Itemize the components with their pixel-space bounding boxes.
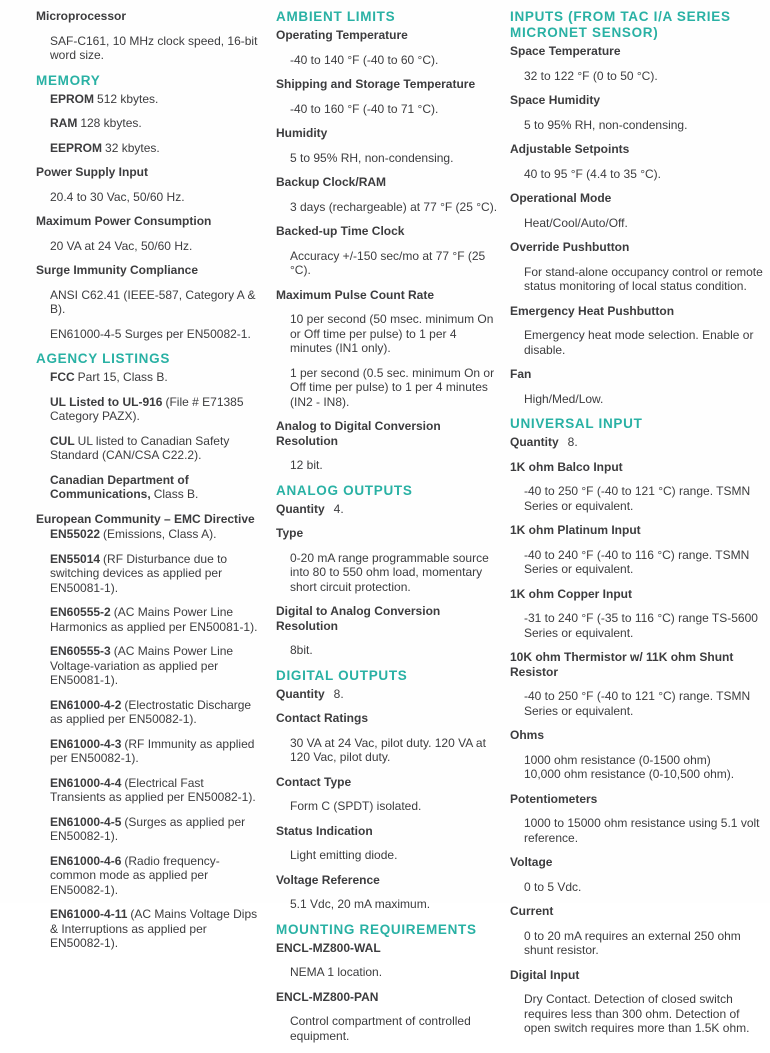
spec-entry (276, 711, 500, 765)
spec-term (510, 855, 766, 870)
spec-entry (510, 240, 766, 294)
spec-term-text: Maximum Pulse Count Rate (276, 287, 435, 302)
spec-term-text: Analog to Digital Conversion Resolution (276, 419, 441, 448)
spec-term (276, 941, 500, 956)
spec-term (510, 792, 766, 807)
spec-subentry-text: EN55014 (RF Disturbance due to switching devices as applied per EN50081-1). (50, 551, 228, 595)
spec-term (510, 367, 766, 382)
spec-term (276, 775, 500, 790)
spec-term (510, 435, 766, 450)
spec-subentry (36, 370, 262, 385)
spec-term (510, 587, 766, 602)
spec-term-value: 4. (333, 501, 344, 516)
spec-subentry-text: Canadian Department of Communications, Class B. (50, 472, 199, 501)
spec-term-text: Digital to Analog Conversion Resolution (276, 604, 441, 633)
spec-entry (276, 175, 500, 214)
spec-subentry (36, 776, 262, 805)
spec-column-1 (36, 9, 262, 961)
spec-value: 5.1 Vdc, 20 mA maximum. (290, 897, 431, 911)
spec-term (510, 240, 766, 255)
spec-subterm-text: EN61000-4-6 (50, 853, 122, 868)
spec-value: Dry Contact. Detection of closed switch requires less than 300 ohm. Detection of open switch requires more than 1.5K ohm. (524, 992, 750, 1035)
spec-value: -40 to 140 °F (-40 to 60 °C). (290, 52, 439, 67)
spec-entry (276, 419, 500, 473)
spec-term (276, 711, 500, 726)
spec-subentry (36, 395, 262, 424)
spec-subentry-text: EN61000-4-11 (AC Mains Voltage Dips & Interruptions as applied per EN50082-1). (50, 907, 258, 950)
spec-subentry-text: EN61000-4-3 (RF Immunity as applied per EN50082-1). (50, 736, 255, 765)
spec-term-value: 8. (333, 686, 344, 701)
spec-term-text: Shipping and Storage Temperature (276, 77, 476, 91)
spec-subentry (36, 434, 262, 463)
spec-subentry (36, 854, 262, 898)
spec-value: 20 VA at 24 Vac, 50/60 Hz. (50, 238, 193, 253)
spec-value: 0 to 20 mA requires an external 250 ohm shunt resistor. (524, 928, 741, 957)
spec-term-text: Backup Clock/RAM (276, 175, 387, 189)
spec-entry (510, 367, 766, 406)
spec-subterm-text: EN61000-4-11 (50, 907, 128, 921)
spec-term (276, 604, 500, 633)
spec-value: SAF-C161, 10 MHz clock speed, 16-bit word size. (50, 33, 258, 62)
spec-term (510, 304, 766, 319)
spec-subentry-text: EPROM 512 kbytes. (50, 91, 159, 106)
spec-value: NEMA 1 location. (290, 965, 383, 979)
spec-subentry (36, 552, 262, 596)
spec-term-text: Contact Ratings (276, 711, 369, 725)
spec-term (276, 28, 500, 43)
section-heading: INPUTS (FROM TAC I/A SERIES MICRONET SENSOR) (510, 9, 731, 40)
spec-term-text: Override Pushbutton (510, 240, 630, 254)
spec-value: 0 to 5 Vdc. (524, 879, 582, 894)
spec-subterm-text: EN61000-4-4 (50, 775, 122, 790)
spec-entry (36, 214, 262, 253)
spec-term-text: 1K ohm Platinum Input (510, 523, 641, 537)
spec-value: 5 to 95% RH, non-condensing. (524, 117, 688, 132)
spec-entry (510, 728, 766, 782)
spec-subentry-text: EN61000-4-2 (Electrostatic Discharge as applied per EN50082-1). (50, 697, 252, 726)
spec-entry (36, 9, 262, 63)
spec-term-text: Ohms (510, 728, 545, 742)
spec-term-text: Surge Immunity Compliance (36, 263, 199, 277)
spec-term (510, 460, 766, 475)
spec-column-3 (510, 9, 766, 1046)
spec-subterm-text: EN61000-4-3 (50, 736, 122, 751)
spec-columns (36, 9, 766, 1053)
spec-subentry (36, 116, 262, 131)
spec-term (276, 288, 500, 303)
spec-term (510, 728, 766, 743)
spec-value: Control compartment of controlled equipment. (290, 1014, 471, 1043)
spec-term-text: Microprocessor (36, 9, 127, 23)
spec-subterm-text: CUL (50, 433, 75, 448)
section-heading: AGENCY LISTINGS (36, 351, 171, 366)
spec-value: Accuracy +/-150 sec/mo at 77 °F (25 °C). (290, 248, 486, 277)
spec-entry (276, 990, 500, 1044)
spec-entry (510, 523, 766, 577)
spec-subterm-text: UL Listed to UL-916 (50, 394, 163, 409)
spec-subterm-text: EN55014 (50, 551, 101, 566)
spec-entry (276, 941, 500, 980)
spec-subentry-text: EN60555-3 (AC Mains Power Line Voltage-variation as applied per EN50081-1). (50, 644, 234, 687)
spec-subentry-text: FCC Part 15, Class B. (50, 370, 168, 384)
spec-entry (510, 435, 766, 450)
spec-term-text: Humidity (276, 126, 328, 140)
spec-term-text: Adjustable Setpoints (510, 142, 630, 156)
spec-entry (276, 77, 500, 116)
spec-subentry-text: EN55022 (Emissions, Class A). (50, 527, 217, 541)
spec-subentry (36, 141, 262, 156)
spec-term (276, 502, 500, 517)
spec-subterm-text: FCC (50, 370, 75, 384)
spec-term-text: 10K ohm Thermistor w/ 11K ohm Shunt Resistor (510, 650, 734, 679)
spec-term-text: Voltage (510, 855, 553, 869)
spec-subterm-text: EEPROM (50, 140, 103, 155)
spec-value: For stand-alone occupancy control or remote status monitoring of local status condition. (524, 264, 763, 293)
spec-subterm-text: EN61000-4-5 (50, 814, 122, 829)
section-heading: MEMORY (36, 72, 101, 88)
spec-subterm-text: EPROM (50, 91, 95, 106)
spec-value: 30 VA at 24 Vac, pilot duty. 120 VA at 120 Vac, pilot duty. (290, 735, 486, 764)
spec-term-text: Current (510, 904, 554, 918)
spec-subentry (36, 92, 262, 107)
spec-entry (276, 824, 500, 863)
spec-term (36, 512, 262, 527)
spec-entry (510, 792, 766, 846)
spec-term (276, 873, 500, 888)
spec-value: 32 to 122 °F (0 to 50 °C). (524, 68, 658, 83)
spec-value: 8bit. (290, 643, 313, 657)
spec-term (276, 824, 500, 839)
spec-term-text: Quantity (276, 686, 325, 701)
spec-term-text: Operating Temperature (276, 28, 408, 42)
spec-term-value: 8. (567, 435, 578, 449)
spec-term (276, 419, 500, 448)
spec-subentry-text: EEPROM 32 kbytes. (50, 140, 160, 155)
spec-subentry-text: EN61000-4-6 (Radio frequency-common mode as applied per EN50082-1). (50, 853, 220, 897)
spec-term (36, 214, 262, 229)
section-heading: ANALOG OUTPUTS (276, 482, 413, 498)
spec-term-text: Space Humidity (510, 93, 601, 107)
spec-entry (276, 224, 500, 278)
spec-value: 1000 ohm resistance (0-1500 ohm) 10,000 ohm resistance (0-10,500 ohm). (524, 752, 735, 781)
spec-term (276, 126, 500, 141)
spec-value: 3 days (rechargeable) at 77 °F (25 °C). (290, 199, 498, 214)
spec-term (276, 990, 500, 1005)
spec-value: Form C (SPDT) isolated. (290, 799, 422, 813)
spec-entry (36, 165, 262, 204)
spec-subentry-text: UL Listed to UL-916 (File # E71385 Category PAZX). (50, 394, 244, 423)
spec-subentry-text: EN60555-2 (AC Mains Power Line Harmonics as applied per EN50081-1). (50, 605, 258, 634)
spec-subentry-text: EN61000-4-4 (Electrical Fast Transients as applied per EN50082-1). (50, 775, 256, 804)
spec-term-text: Status Indication (276, 823, 373, 838)
spec-term-text: Fan (510, 367, 532, 381)
spec-value: 10 per second (50 msec. minimum On or Off time per pulse) to 1 per 4 minutes (IN1 only). (290, 312, 494, 355)
spec-value: -40 to 250 °F (-40 to 121 °C) range. TSMN Series or equivalent. (524, 484, 751, 513)
spec-value: -40 to 250 °F (-40 to 121 °C) range. TSMN Series or equivalent. (524, 689, 751, 718)
spec-value: 12 bit. (290, 458, 323, 472)
spec-term-text: Digital Input (510, 967, 580, 982)
spec-term (276, 175, 500, 190)
spec-term-text: Backed-up Time Clock (276, 224, 405, 238)
spec-subentry (36, 907, 262, 951)
spec-entry (276, 873, 500, 912)
spec-entry (276, 126, 500, 165)
spec-subentry-text: RAM 128 kbytes. (50, 116, 142, 130)
spec-term-text: Contact Type (276, 774, 352, 789)
spec-value: 20.4 to 30 Vac, 50/60 Hz. (50, 189, 185, 204)
spec-term (36, 165, 262, 180)
spec-entry (510, 304, 766, 358)
section-heading: UNIVERSAL INPUT (510, 416, 643, 431)
spec-entry (276, 502, 500, 517)
spec-subterm-text: Canadian Department of Communications, (50, 472, 189, 501)
spec-term-text: Type (276, 526, 304, 540)
spec-subentry (36, 473, 262, 502)
spec-entry (510, 904, 766, 958)
spec-subterm-text: EN61000-4-2 (50, 697, 122, 712)
spec-term (36, 9, 262, 24)
spec-subterm-text: EN60555-3 (50, 644, 111, 658)
spec-entry (276, 687, 500, 702)
spec-term (510, 904, 766, 919)
spec-value: -40 to 240 °F (-40 to 116 °C) range. TSMN Series or equivalent. (524, 547, 750, 576)
spec-term (276, 526, 500, 541)
spec-entry (510, 587, 766, 641)
spec-value: -40 to 160 °F (-40 to 71 °C). (290, 101, 439, 116)
spec-term-text: Space Temperature (510, 44, 621, 58)
spec-value: 1 per second (0.5 sec. minimum On or Off time per pulse) to 1 per 4 minutes (IN2 - IN8). (290, 365, 495, 409)
spec-entry (276, 604, 500, 658)
spec-value: 5 to 95% RH, non-condensing. (290, 150, 454, 165)
spec-value: Heat/Cool/Auto/Off. (524, 215, 628, 230)
spec-term (510, 44, 766, 59)
spec-term (276, 224, 500, 239)
spec-term-text: Power Supply Input (36, 165, 149, 179)
spec-subentry-text: CUL UL listed to Canadian Safety Standard (CAN/CSA C22.2). (50, 433, 230, 462)
spec-subterm-text: EN60555-2 (50, 605, 111, 619)
spec-subentry (36, 698, 262, 727)
spec-term-text: Quantity (276, 501, 325, 516)
spec-term (510, 968, 766, 983)
spec-entry (510, 460, 766, 514)
spec-subentry (36, 605, 262, 634)
spec-term-text: 1K ohm Balco Input (510, 459, 623, 474)
spec-term (510, 523, 766, 538)
spec-subentry (36, 737, 262, 766)
spec-term-text: 1K ohm Copper Input (510, 586, 632, 601)
spec-entry (510, 650, 766, 718)
spec-entry (510, 142, 766, 181)
spec-subentry-text: EN61000-4-5 (Surges as applied per EN50082-1). (50, 814, 246, 843)
spec-term-text: Voltage Reference (276, 872, 380, 887)
spec-term (510, 93, 766, 108)
spec-column-2 (276, 9, 500, 1053)
spec-entry (510, 968, 766, 1036)
spec-entry (510, 855, 766, 894)
spec-term (276, 687, 500, 702)
spec-subentry (36, 815, 262, 844)
spec-term-text: Quantity (510, 435, 559, 449)
spec-term-text: Emergency Heat Pushbutton (510, 303, 675, 318)
spec-value: 1000 to 15000 ohm resistance using 5.1 volt reference. (524, 816, 760, 845)
spec-entry (36, 512, 262, 527)
spec-entry (276, 775, 500, 814)
spec-term-text: Potentiometers (510, 791, 598, 806)
spec-entry (510, 191, 766, 230)
spec-subentry (36, 644, 262, 688)
spec-value: 0-20 mA range programmable source into 80 to 550 ohm load, momentary short circuit protection. (290, 550, 489, 594)
spec-subentry (36, 527, 262, 542)
spec-term-text: European Community – EMC Directive (36, 511, 255, 526)
spec-entry (276, 288, 500, 410)
spec-term (276, 77, 500, 92)
spec-term (510, 142, 766, 157)
spec-term-text: Maximum Power Consumption (36, 214, 212, 228)
section-heading: DIGITAL OUTPUTS (276, 667, 408, 683)
spec-value: Emergency heat mode selection. Enable or disable. (524, 328, 754, 357)
spec-term (510, 191, 766, 206)
spec-entry (276, 526, 500, 594)
spec-value: Light emitting diode. (290, 848, 398, 862)
spec-term (510, 650, 766, 679)
spec-entry (510, 93, 766, 132)
spec-entry (276, 28, 500, 67)
spec-value: High/Med/Low. (524, 391, 604, 406)
spec-term (36, 263, 262, 278)
spec-term-text: Operational Mode (510, 191, 612, 205)
spec-value: ANSI C62.41 (IEEE-587, Category A & B). (50, 287, 256, 316)
spec-term-text: ENCL-MZ800-WAL (276, 940, 381, 955)
section-heading: MOUNTING REQUIREMENTS (276, 921, 477, 937)
section-heading: AMBIENT LIMITS (276, 9, 396, 24)
spec-term-text: ENCL-MZ800-PAN (276, 989, 379, 1004)
spec-value: -31 to 240 °F (-35 to 116 °C) range TS-5600 Series or equivalent. (524, 611, 758, 640)
spec-value: EN61000-4-5 Surges per EN50082-1. (50, 326, 251, 341)
spec-value: 40 to 95 °F (4.4 to 35 °C). (524, 166, 661, 181)
spec-entry (36, 263, 262, 341)
spec-subterm-text: RAM (50, 116, 78, 130)
spec-entry (510, 44, 766, 83)
spec-subterm-text: EN55022 (50, 527, 101, 541)
